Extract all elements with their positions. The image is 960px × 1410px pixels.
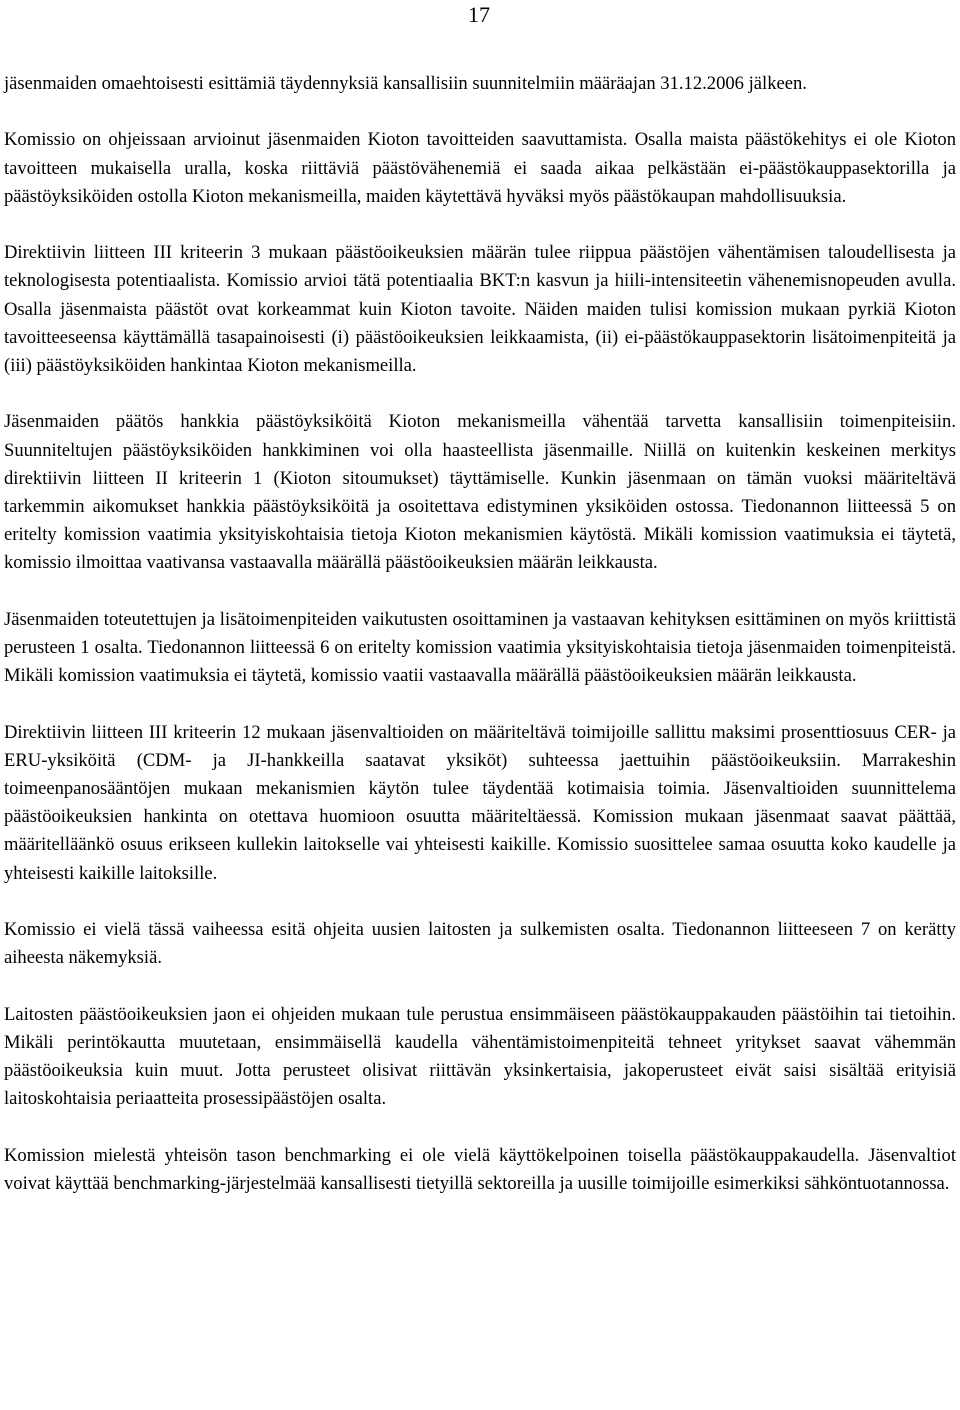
- document-body: [4, 70, 956, 1198]
- paragraph-8: Laitosten päästöoikeuksien jaon ei ohjeiden mukaan tule perustua ensimmäiseen päästökauppakauden päästöihin tai tietoihin. Mikäli perintökautta muutetaan, ensimmäisellä kaudella vähentämistoimenpiteitä tehneet yritykset saavat vähemmän päästöoikeuksia kuin muut. Jotta perusteet olisivat riittävän yksinkertaisia, jakoperusteet eivät saisi sisältää erityisiä laitoskohtaisia periaatteita prosessipäästöjen osalta.: [4, 1003, 956, 1110]
- paragraph-2: Komissio on ohjeissaan arvioinut jäsenmaiden Kioton tavoitteiden saavuttamista. Osalla maista päästökehitys ei ole Kioton tavoitteen mukaisella uralla, koska riittäviä päästövähenemiä ei saada aikaa pelkästään ei-päästökauppasektorilla ja päästöyksiköiden ostolla Kioton mekanismeilla, maiden käytettävä hyväksi myös päästökaupan mahdollisuuksia.: [4, 129, 956, 207]
- paragraph-9: Komission mielestä yhteisön tason benchmarking ei ole vielä käyttökelpoinen toisella päästökauppakaudella. Jäsenvaltiot voivat käyttää benchmarking-järjestelmää kansallisesti tietyillä sektoreilla ja uusille toimijoille esimerkiksi sähköntuotannossa.: [4, 1144, 956, 1194]
- paragraph-6: Direktiivin liitteen III kriteerin 12 mukaan jäsenvaltioiden on määriteltävä toimijoille sallittu maksimi prosenttiosuus CER- ja ERU-yksiköitä (CDM- ja JI-hankkeilla saatavat yksiköt) suhteessa jaettuihin päästöoikeuksiin. Marrakeshin toimeenpanosääntöjen mukaan mekanismien käytön tulee täydentää kotimaisia toimia. Jäsenvaltioiden suunnittelema päästöoikeuksien hankinta on otettava huomioon osuutta määriteltäessä. Komission mukaan jäsenmaat saavat päättää, määritelläänkö osuus erikseen kullekin laitokselle vai yhteisesti kaikille. Komissio suosittelee samaa osuutta koko kaudelle ja yhteisesti kaikille laitoksille.: [4, 721, 956, 884]
- paragraph-3: Direktiivin liitteen III kriteerin 3 mukaan päästöoikeuksien määrän tulee riippua päästöjen vähentämisen taloudellisesta ja teknologisesta potentiaalista. Komissio arvioi tätä potentiaalia BKT:n kasvun ja hiili-intensiteetin vähenemisnopeuden avulla. Osalla jäsenmaista päästöt ovat korkeammat kuin Kioton tavoite. Näiden maiden tulisi komission mukaan pyrkiä Kioton tavoitteeseensa käyttämällä tasapainoisesti (i) päästöoikeuksien leikkaamista, (ii) ei-päästökauppasektorin lisätoimenpiteitä ja (iii) päästöyksiköiden hankintaa Kioton mekanismeilla.: [4, 242, 956, 376]
- paragraph-7: Komissio ei vielä tässä vaiheessa esitä ohjeita uusien laitosten ja sulkemisten osalta. Tiedonannon liitteeseen 7 on kerätty aiheesta näkemyksiä.: [4, 919, 956, 969]
- paragraph-4: Jäsenmaiden päätös hankkia päästöyksiköitä Kioton mekanismeilla vähentää tarvetta kansallisiin toimenpiteisiin. Suunniteltujen päästöyksiköiden hankkiminen voi olla haasteellista jäsenmaille. Niillä on kuitenkin keskeinen merkitys direktiivin liitteen II kriteerin 1 (Kioton sitoumukset) täyttämiselle. Kunkin jäsenmaan on tämän vuoksi määriteltävä tarkemmin aikomukset hankkia päästöyksiköitä ja osoitettava edistyminen yksiköiden ostossa. Tiedonannon liitteessä 5 on eritelty komission vaatimia yksityiskohtaisia tietoja Kioton mekanismien käytöstä. Mikäli komission vaatimuksia ei täytetä, komissio ilmoittaa vaativansa vastaavalla määrällä päästöoikeuksien määrän leikkausta.: [4, 411, 956, 574]
- paragraph-1: jäsenmaiden omaehtoisesti esittämiä täydennyksiä kansallisiin suunnitelmiin määräajan 31.12.2006 jälkeen.: [4, 73, 807, 94]
- page-number: 17: [468, 2, 490, 27]
- paragraph-5: Jäsenmaiden toteutettujen ja lisätoimenpiteiden vaikutusten osoittaminen ja vastaavan kehityksen esittäminen on myös kriittistä perusteen 1 osalta. Tiedonannon liitteessä 6 on eritelty komission vaatimia yksityiskohtaisia tietoja jäsenmaiden toimenpiteistä. Mikäli komission vaatimuksia ei täytetä, komissio vaatii vastaavalla määrällä päästöoikeuksien määrän leikkausta.: [4, 608, 956, 687]
